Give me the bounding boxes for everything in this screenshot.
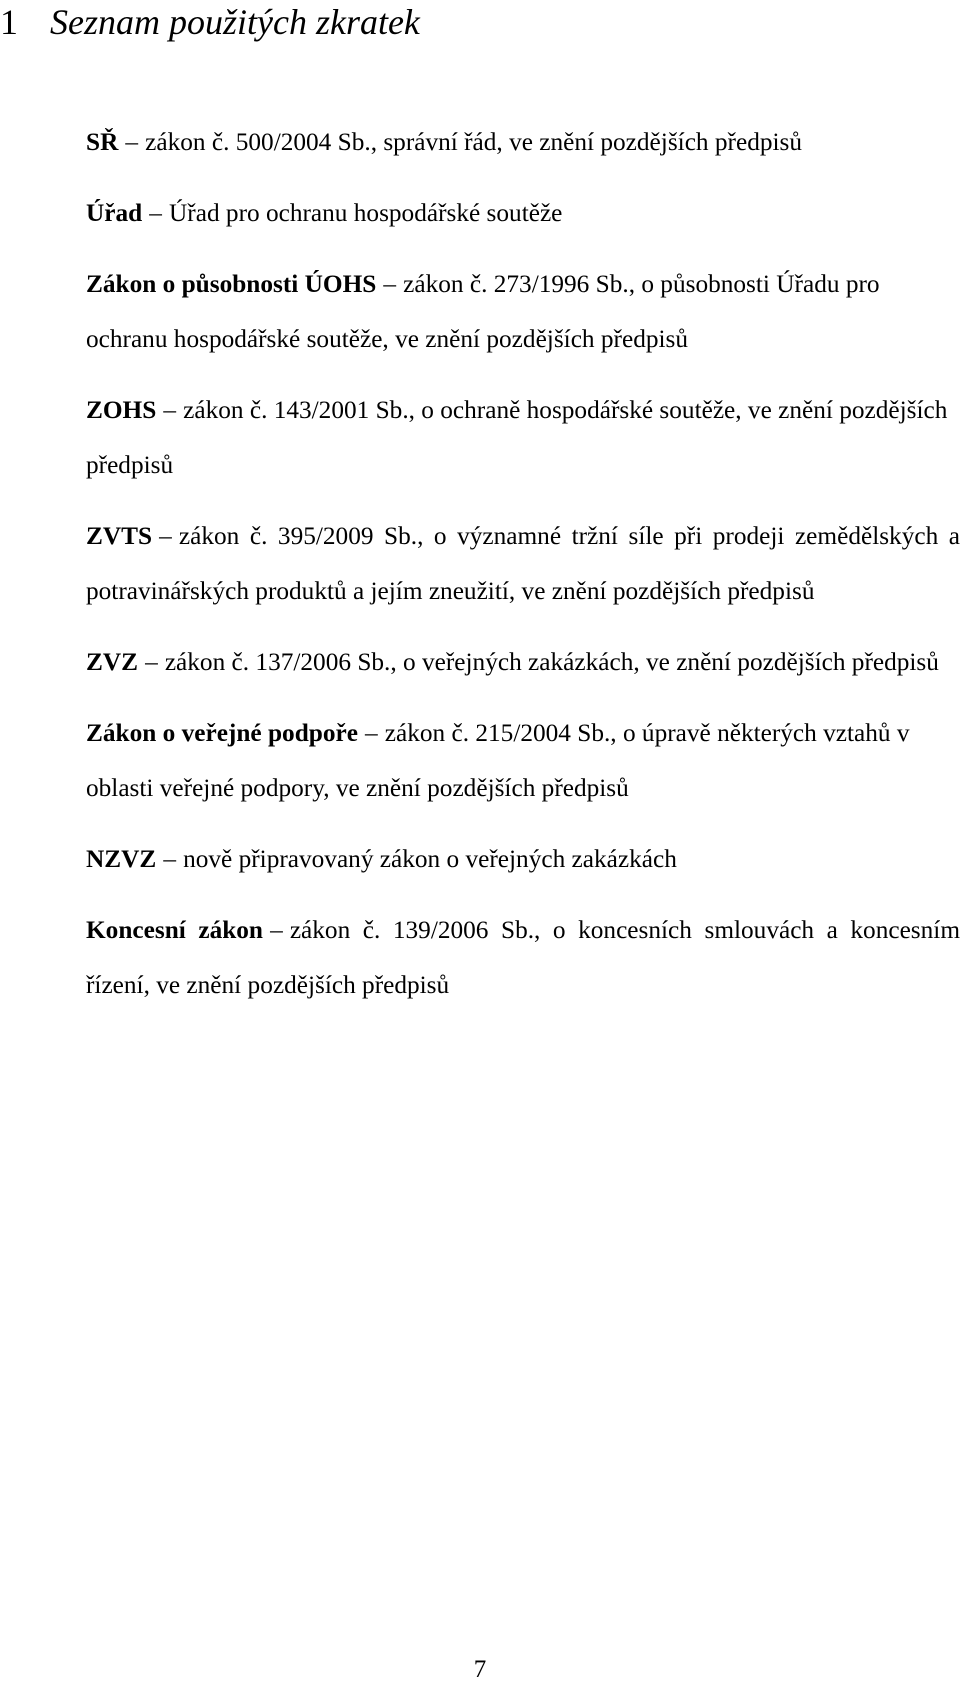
abbreviation-term: SŘ [86,128,119,156]
abbreviation-definition: zákon č. 139/2006 Sb., o koncesních smlouvách a koncesním řízení, ve znění pozdějších předpisů [86,916,960,999]
entry-dash: – [270,916,283,944]
abbreviation-entry [86,257,960,367]
abbreviation-definition: zákon č. 137/2006 Sb., o veřejných zakázkách, ve znění pozdějších předpisů [164,648,939,676]
abbreviation-entry [86,706,960,816]
abbreviation-definition: zákon č. 143/2001 Sb., o ochraně hospodářské soutěže, ve znění pozdějších předpisů [86,396,948,479]
abbreviation-term: Úřad [86,199,143,227]
section-title: Seznam použitých zkratek [50,2,420,42]
abbreviation-entry [86,903,960,1013]
entry-dash: – [163,845,177,873]
entry-dash: – [125,128,139,156]
abbreviation-definition: zákon č. 500/2004 Sb., správní řád, ve znění pozdějších předpisů [145,128,803,156]
abbreviation-term: ZOHS [86,396,157,424]
abbreviation-definition: Úřad pro ochranu hospodářské soutěže [169,199,563,227]
abbreviation-term: NZVZ [86,845,157,873]
abbreviation-term: Zákon o veřejné podpoře [86,719,358,747]
entry-dash: – [383,270,397,298]
abbreviation-term: Zákon o působnosti ÚOHS [86,270,377,298]
abbreviation-entry [86,186,960,241]
abbreviation-term: ZVZ [86,648,139,676]
abbreviation-definition: nově připravovaný zákon o veřejných zakázkách [183,845,677,873]
entry-dash: – [163,396,177,424]
abbreviation-definition: zákon č. 395/2009 Sb., o významné tržní síle při prodeji zemědělských a potravinářských produktů a jejím zneužití, ve znění pozdějších předpisů [86,522,960,605]
section-heading [0,0,420,44]
page-number: 7 [473,1656,487,1683]
abbreviation-entry [86,383,960,493]
abbreviation-entry [86,832,960,887]
abbreviation-term: Koncesní zákon [86,916,264,944]
entry-dash: – [149,199,162,227]
section-number: 1 [0,2,18,42]
abbreviation-definition: zákon č. 273/1996 Sb., o působnosti Úřadu pro ochranu hospodářské soutěže, ve znění pozdějších předpisů [86,270,880,353]
abbreviation-definition: zákon č. 215/2004 Sb., o úpravě některých vztahů v oblasti veřejné podpory, ve znění pozdějších předpisů [86,719,910,802]
abbreviation-entry [86,115,960,170]
abbreviation-term: ZVTS [86,522,153,550]
entry-dash: – [159,522,172,550]
abbreviation-entry [86,635,960,690]
entry-dash: – [145,648,158,676]
entry-dash: – [365,719,378,747]
abbreviation-list [86,115,960,1029]
abbreviation-entry [86,509,960,619]
